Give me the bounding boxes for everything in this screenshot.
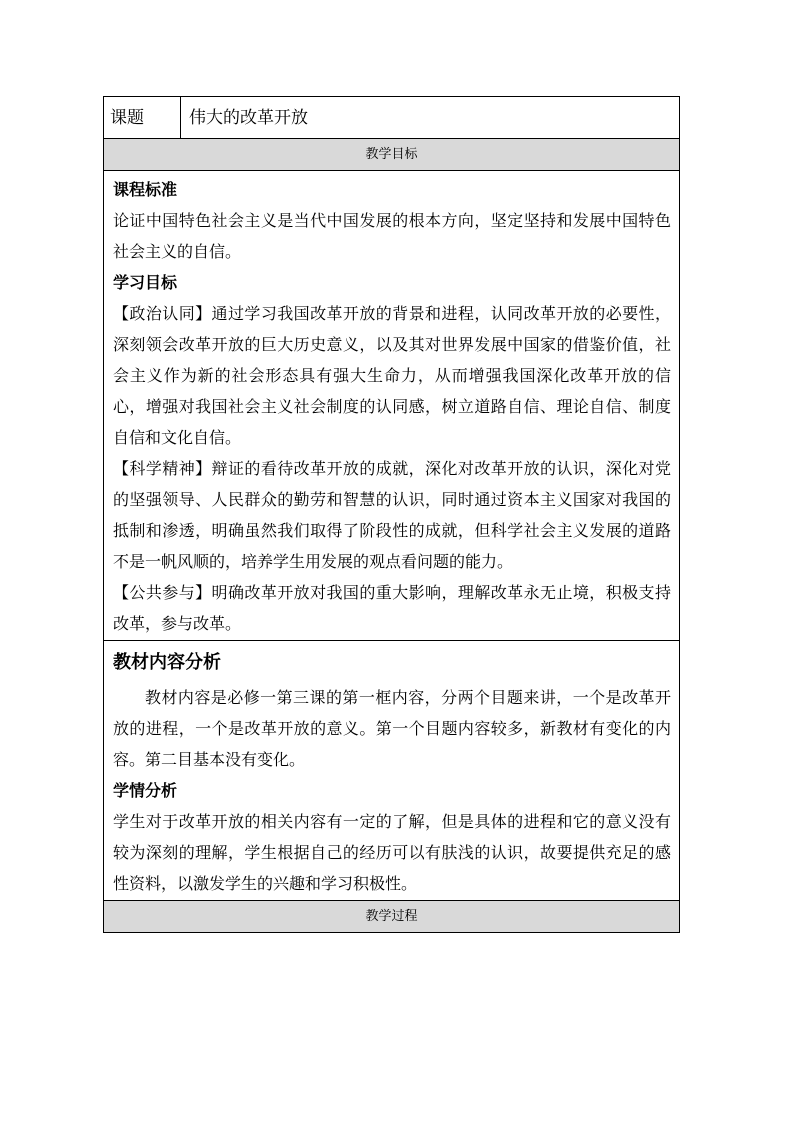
title-row (104, 97, 679, 139)
teaching-process-band: 教学过程 (104, 901, 679, 933)
objective-political: 【政治认同】通过学习我国改革开放的背景和进程，认同改革开放的必要性，深刻领会改革开放的巨大历史意义，以及其对世界发展中国家的借鉴价值，社会主义作为新的社会形态具有强大生命力，从而增强我国深化改革开放的信心，增强对我国社会主义社会制度的认同感，树立道路自信、理论自信、制度自信和文化自信。 (113, 304, 671, 447)
learning-objectives-heading: 学习目标 (113, 273, 178, 292)
objective-public: 【公共参与】明确改革开放对我国的重大影响，理解改革永无止境，积极支持改革，参与改革。 (113, 583, 671, 633)
goals-section (104, 171, 679, 641)
analysis-section (104, 641, 679, 901)
title-label: 课题 (104, 97, 181, 138)
lesson-plan-table (103, 96, 680, 933)
teaching-goals-band: 教学目标 (104, 139, 679, 171)
curriculum-standard-text: 论证中国特色社会主义是当代中国发展的根本方向，坚定坚持和发展中国特色社会主义的自信。 (113, 211, 671, 261)
content-analysis-heading: 教材内容分析 (113, 652, 221, 673)
learner-analysis-text: 学生对于改革开放的相关内容有一定的了解，但是具体的进程和它的意义没有较为深刻的理解，学生根据自己的经历可以有肤浅的认识，故要提供充足的感性资料，以激发学生的兴趣和学习积极性。 (113, 812, 671, 893)
lesson-plan-page (103, 96, 680, 933)
learner-analysis-heading: 学情分析 (113, 781, 178, 800)
content-analysis-text: 教材内容是必修一第三课的第一框内容，分两个目题来讲，一个是改革开放的进程，一个是改革开放的意义。第一个目题内容较多，新教材有变化的内容。第二目基本没有变化。 (113, 688, 671, 769)
title-value: 伟大的改革开放 (189, 108, 308, 128)
curriculum-standard-heading: 课程标准 (113, 180, 178, 199)
objective-science: 【科学精神】辩证的看待改革开放的成就，深化对改革开放的认识，深化对党的坚强领导、人民群众的勤劳和智慧的认识，同时通过资本主义国家对我国的抵制和渗透，明确虽然我们取得了阶段性的成就，但科学社会主义发展的道路不是一帆风顺的，培养学生用发展的观点看问题的能力。 (113, 459, 671, 571)
